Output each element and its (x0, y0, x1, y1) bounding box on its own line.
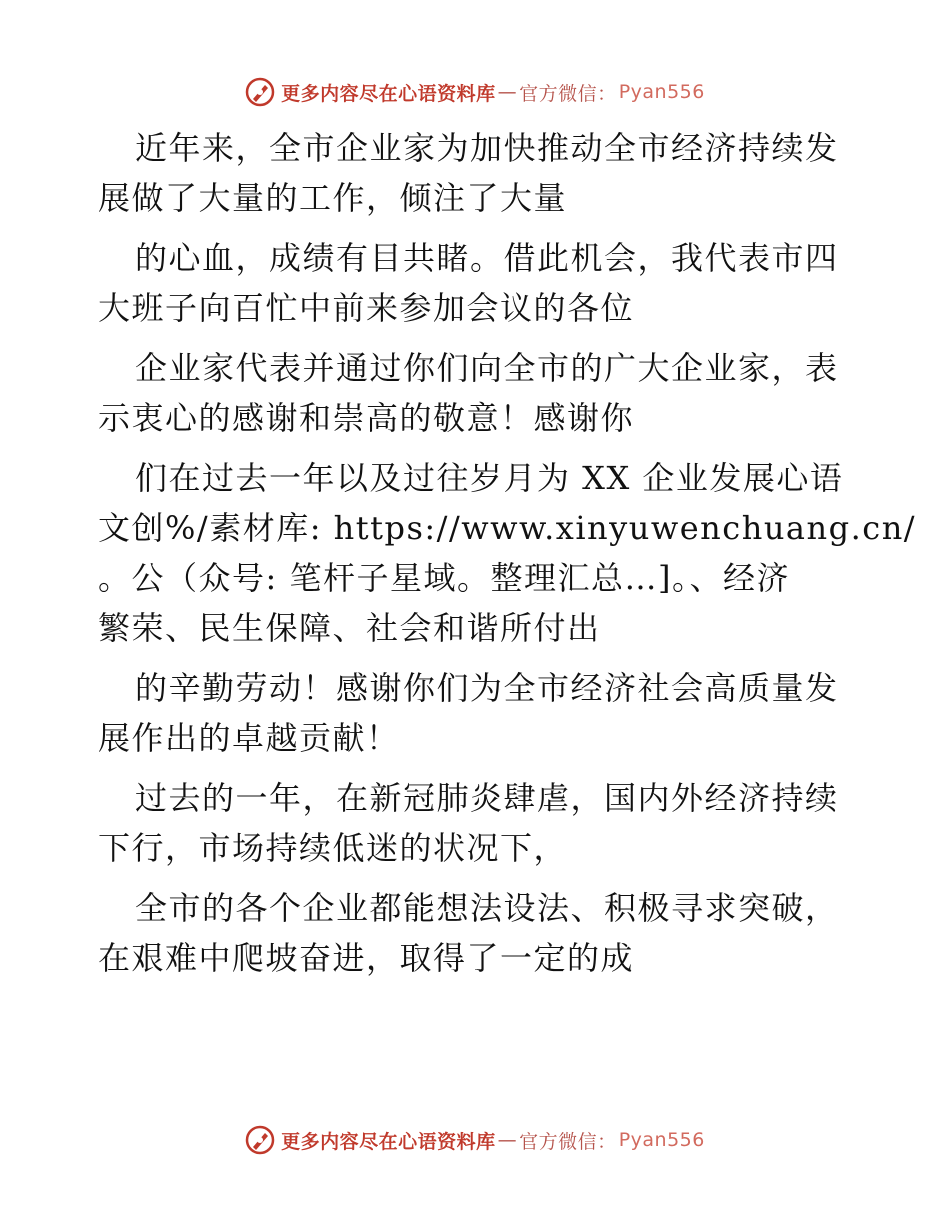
document-body (98, 123, 917, 983)
text-line: 近年来，全市企业家为加快推动全市经济持续发 (135, 129, 839, 167)
paragraph (98, 453, 917, 653)
paragraph (98, 123, 858, 223)
banner-main-text: 更多内容尽在心语资料库 (281, 1130, 496, 1153)
pen-logo-icon (245, 1125, 275, 1155)
banner-separator: — (497, 1129, 518, 1151)
footer-banner-text (281, 1127, 705, 1154)
text-line: 企业家代表并通过你们向全市的广大企业家，表 (135, 349, 839, 387)
footer-banner (0, 1120, 950, 1160)
pen-logo-icon (245, 77, 275, 107)
text-line: 在艰难中爬坡奋进，取得了一定的成 (98, 939, 635, 977)
banner-wechat-id: Pyan556 (618, 81, 705, 103)
text-line: 展做了大量的工作，倾注了大量 (98, 179, 568, 217)
paragraph (98, 773, 858, 873)
banner-wechat-id: Pyan556 (618, 1129, 705, 1151)
banner-separator: — (497, 81, 518, 103)
header-banner-text (281, 79, 705, 106)
text-line: 的辛勤劳动！感谢你们为全市经济社会高质量发 (135, 669, 839, 707)
text-line: 繁荣、民生保障、社会和谐所付出 (98, 609, 601, 647)
text-line: 下行，市场持续低迷的状况下， (98, 829, 568, 867)
text-line: 文创%/素材库: https://www.xinyuwenchuang.cn/ (98, 509, 917, 547)
header-banner (0, 72, 950, 112)
paragraph (98, 883, 858, 983)
banner-wechat-label: 官方微信： (519, 82, 617, 105)
paragraph (98, 663, 858, 763)
banner-main-text: 更多内容尽在心语资料库 (281, 82, 496, 105)
banner-wechat-label: 官方微信： (519, 1130, 617, 1153)
text-line: 示衷心的感谢和崇高的敬意！感谢你 (98, 399, 635, 437)
text-line: 们在过去一年以及过往岁月为 XX 企业发展心语 (135, 459, 844, 497)
text-line: 。公（众号: 笔杆子星域。整理汇总…]。、经济 (98, 559, 790, 597)
paragraph (98, 233, 858, 333)
paragraph (98, 343, 858, 443)
text-line: 的心血，成绩有目共睹。借此机会，我代表市四 (135, 239, 839, 277)
text-line: 全市的各个企业都能想法设法、积极寻求突破， (135, 889, 839, 927)
text-line: 展作出的卓越贡献！ (98, 719, 400, 757)
text-line: 大班子向百忙中前来参加会议的各位 (98, 289, 635, 327)
text-line: 过去的一年，在新冠肺炎肆虐，国内外经济持续 (135, 779, 839, 817)
